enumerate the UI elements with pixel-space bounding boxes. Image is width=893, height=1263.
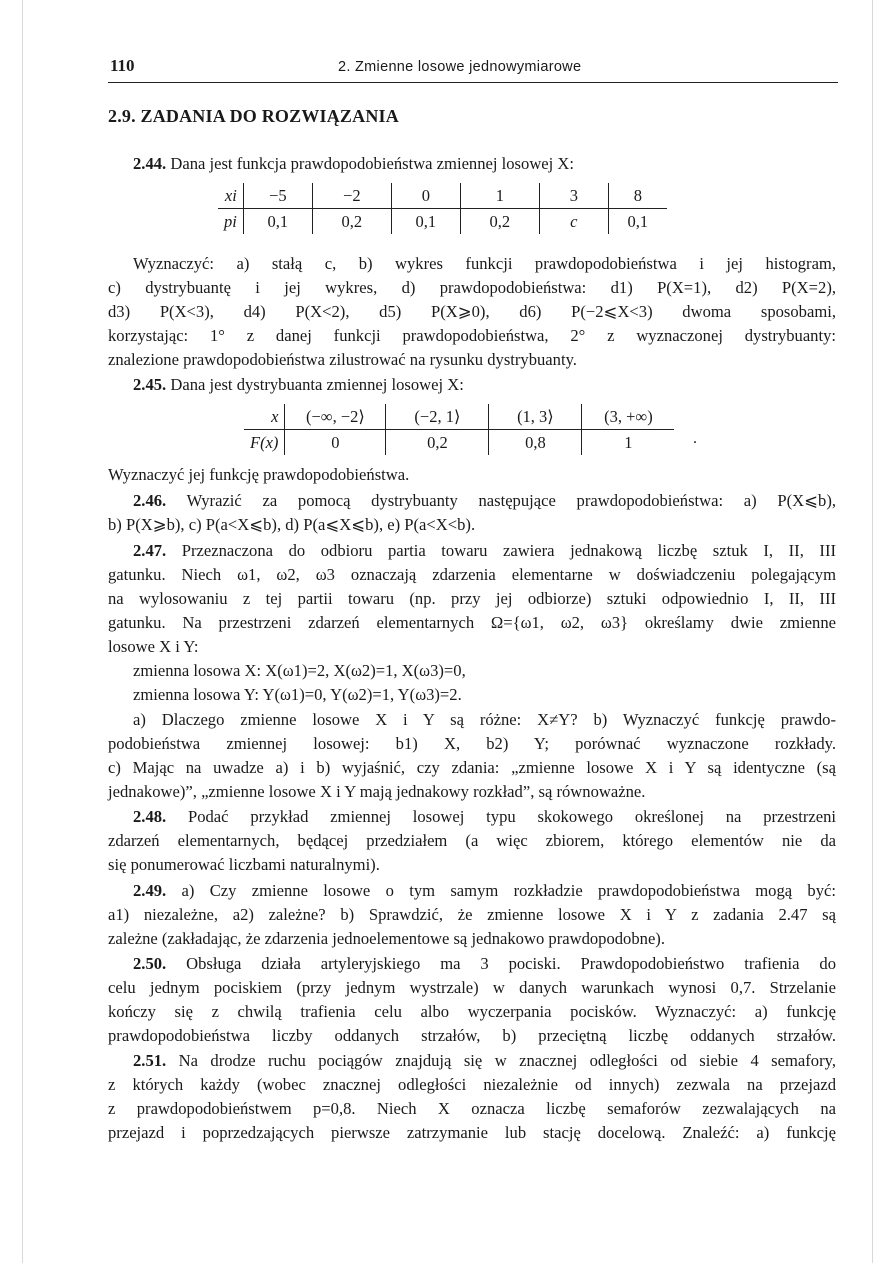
- problem-number: 2.46.: [133, 491, 167, 510]
- problem-number: 2.45.: [133, 375, 167, 394]
- problem-2-44-line: znalezione prawdopodobieństwa zilustrować na rysunku dystrybuanty.: [108, 350, 577, 369]
- problem-2-49-line: a1) niezależne, a2) zależne? b) Sprawdzić, że zmienne losowe X i Y z zadania 2.47 są: [108, 905, 836, 924]
- table-cell: (−∞, −2⟩: [285, 404, 386, 430]
- problem-2-47-line: zmienna losowa Y: Y(ω1)=0, Y(ω2)=1, Y(ω3)=2.: [133, 685, 462, 704]
- problem-number: 2.51.: [133, 1051, 167, 1070]
- chapter-title: 2. Zmienne losowe jednowymiarowe: [338, 59, 582, 75]
- problem-2-50-line: prawdopodobieństwa liczby oddanych strzałów, b) przeciętną liczbę oddanych strzałów.: [108, 1026, 836, 1045]
- problem-2-51-line-0: [108, 1049, 836, 1073]
- problem-2-48-line-0: [108, 805, 836, 829]
- problem-2-48-line: się ponumerować liczbami naturalnymi).: [108, 855, 380, 874]
- table-cell: 0,8: [489, 430, 582, 456]
- table-period: .: [693, 430, 697, 447]
- problem-2-44-line: c) dystrybuantę i jej wykres, d) prawdopodobieństwa: d1) P(X=1), d2) P(X=2),: [108, 278, 836, 297]
- table-cell: 1: [582, 430, 675, 456]
- problem-number: 2.48.: [133, 807, 167, 826]
- problem-2-47-line: podobieństwa zmiennej losowej: b1) X, b2) Y; porównać wyznaczone rozkłady.: [108, 734, 836, 753]
- table-cell: 0,2: [460, 209, 539, 235]
- problem-2-50-line: celu jednym pociskiem (przy jednym wystrzale) w danych warunkach wynosi 0,7. Strzelanie: [108, 978, 836, 997]
- table-cell: 0: [391, 183, 460, 209]
- problem-text: Obsługa działa artyleryjskiego ma 3 pociski. Prawdopodobieństwo trafienia do: [186, 954, 836, 973]
- problem-text: Na drodze ruchu pociągów znajdują się w znacznej odległości od siebie 4 semafory,: [178, 1051, 836, 1070]
- problem-2-51-line: z prawdopodobieństwem p=0,8. Niech X oznacza liczbę semaforów zezwalających na: [108, 1099, 836, 1118]
- table-row-label: F(x): [250, 432, 279, 452]
- problem-number: 2.49.: [133, 881, 167, 900]
- problem-2-47-line: a) Dlaczego zmienne losowe X i Y są różne: X≠Y? b) Wyznaczyć funkcję prawdo-: [133, 710, 836, 729]
- problem-2-46-line: b) P(X⩾b), c) P(a<X⩽b), d) P(a⩽X⩽b), e) P(a<X<b).: [108, 515, 476, 534]
- table-cell: 0: [285, 430, 386, 456]
- table-row-x: [244, 404, 674, 430]
- table-row-label: xi: [218, 183, 243, 209]
- problem-2-49-line: zależne (zakładając, że zdarzenia jednoelementowe są jednakowo prawdopodobne).: [108, 929, 665, 948]
- problem-2-47-line-0: [108, 539, 836, 563]
- problem-2-45-closing: Wyznaczyć jej funkcję prawdopodobieństwa.: [108, 465, 410, 484]
- distribution-function-table: [244, 404, 674, 455]
- problem-2-47-line: na wylosowaniu z tej partii towaru (np. przy jej odbiorze) sztuki odpowiednio I, II, III: [108, 589, 836, 608]
- problem-2-51-line: z których każdy (wobec znacznej odległości niezależnie od innych) zezwala na przejazd: [108, 1075, 836, 1094]
- problem-2-44-intro: [108, 152, 836, 176]
- scan-edge-right: [872, 0, 873, 1263]
- table-cell: (1, 3⟩: [489, 404, 582, 430]
- table-cell: (−2, 1⟩: [386, 404, 489, 430]
- problem-text: Przeznaczona do odbioru partia towaru zawiera jednakową liczbę sztuk I, II, III: [181, 541, 836, 560]
- problem-text: Wyrazić za pomocą dystrybuanty następujące prawdopodobieństwa: a) P(X⩽b),: [186, 491, 836, 510]
- table-cell: 3: [539, 183, 608, 209]
- problem-text: Dana jest dystrybuanta zmiennej losowej X:: [170, 375, 464, 394]
- problem-number: 2.50.: [133, 954, 167, 973]
- probability-table: [218, 183, 667, 234]
- table-cell: 0,1: [243, 209, 312, 235]
- table-cell: 8: [608, 183, 667, 209]
- table-cell: 0,2: [386, 430, 489, 456]
- problem-text: Dana jest funkcja prawdopodobieństwa zmiennej losowej X:: [170, 154, 575, 173]
- scan-edge-left: [22, 0, 23, 1263]
- table-cell: (3, +∞): [582, 404, 675, 430]
- table-row-label: pi: [224, 211, 237, 231]
- table-row-f: [244, 430, 674, 456]
- problem-2-47-line: zmienna losowa X: X(ω1)=2, X(ω2)=1, X(ω3)=0,: [133, 661, 466, 680]
- table-row-label: x: [244, 404, 285, 430]
- table-cell: 0,1: [608, 209, 667, 235]
- table-row-x: [218, 183, 667, 209]
- problem-2-48-line: zdarzeń elementarnych, będącej przedziałem (a więc zbiorem, którego elementów nie da: [108, 831, 836, 850]
- problem-2-47-line: gatunku. Na przestrzeni zdarzeń elementarnych Ω={ω1, ω2, ω3} określamy dwie zmienne: [108, 613, 836, 632]
- table-cell: −5: [243, 183, 312, 209]
- table-cell: 0,1: [391, 209, 460, 235]
- table-cell: c: [539, 209, 608, 235]
- problem-2-47-line: gatunku. Niech ω1, ω2, ω3 oznaczają zdarzenia elementarne w doświadczeniu polegającym: [108, 565, 836, 584]
- problem-number: 2.44.: [133, 154, 167, 173]
- table-cell: 0,2: [312, 209, 391, 235]
- problem-2-49-line-0: [108, 879, 836, 903]
- table-row-p: [218, 209, 667, 235]
- problem-2-47-line: c) Mając na uwadze a) i b) wyjaśnić, czy zdania: „zmienne losowe X i Y są identyczne (są: [108, 758, 836, 777]
- table-cell: 1: [460, 183, 539, 209]
- problem-text: a) Czy zmienne losowe o tym samym rozkładzie prawdopodobieństwa mogą być:: [181, 881, 837, 900]
- problem-2-44-line: d3) P(X<3), d4) P(X<2), d5) P(X⩾0), d6) P(−2⩽X<3) dwoma sposobami,: [108, 302, 836, 321]
- problem-2-47-line: losowe X i Y:: [108, 637, 199, 656]
- problem-2-51-line: przejazd i poprzedzających pierwsze zatrzymanie lub stację docelową. Znaleźć: a) funkcję: [108, 1123, 836, 1142]
- problem-2-47-line: jednakowe)”, „zmienne losowe X i Y mają jednakowy rozkład”, są równoważne.: [108, 782, 646, 801]
- problem-2-50-line: kończy się z chwilą trafienia celu albo wyczerpania pocisków. Wyznaczyć: a) funkcję: [108, 1002, 836, 1021]
- problem-2-46-line-0: [108, 489, 836, 513]
- problem-text: Podać przykład zmiennej losowej typu skokowego określonej na przestrzeni: [187, 807, 836, 826]
- running-header: [108, 56, 838, 83]
- problem-2-50-line-0: [108, 952, 836, 976]
- problem-2-44-line: Wyznaczyć: a) stałą c, b) wykres funkcji prawdopodobieństwa i jej histogram,: [133, 254, 836, 273]
- table-cell: −2: [312, 183, 391, 209]
- problem-2-45-intro: [108, 373, 836, 397]
- page-number: 110: [110, 56, 135, 75]
- section-heading: 2.9. ZADANIA DO ROZWIĄZANIA: [108, 106, 399, 126]
- problem-number: 2.47.: [133, 541, 167, 560]
- problem-2-44-line: korzystając: 1° z danej funkcji prawdopodobieństwa, 2° z wyznaczonej dystrybuanty:: [108, 326, 836, 345]
